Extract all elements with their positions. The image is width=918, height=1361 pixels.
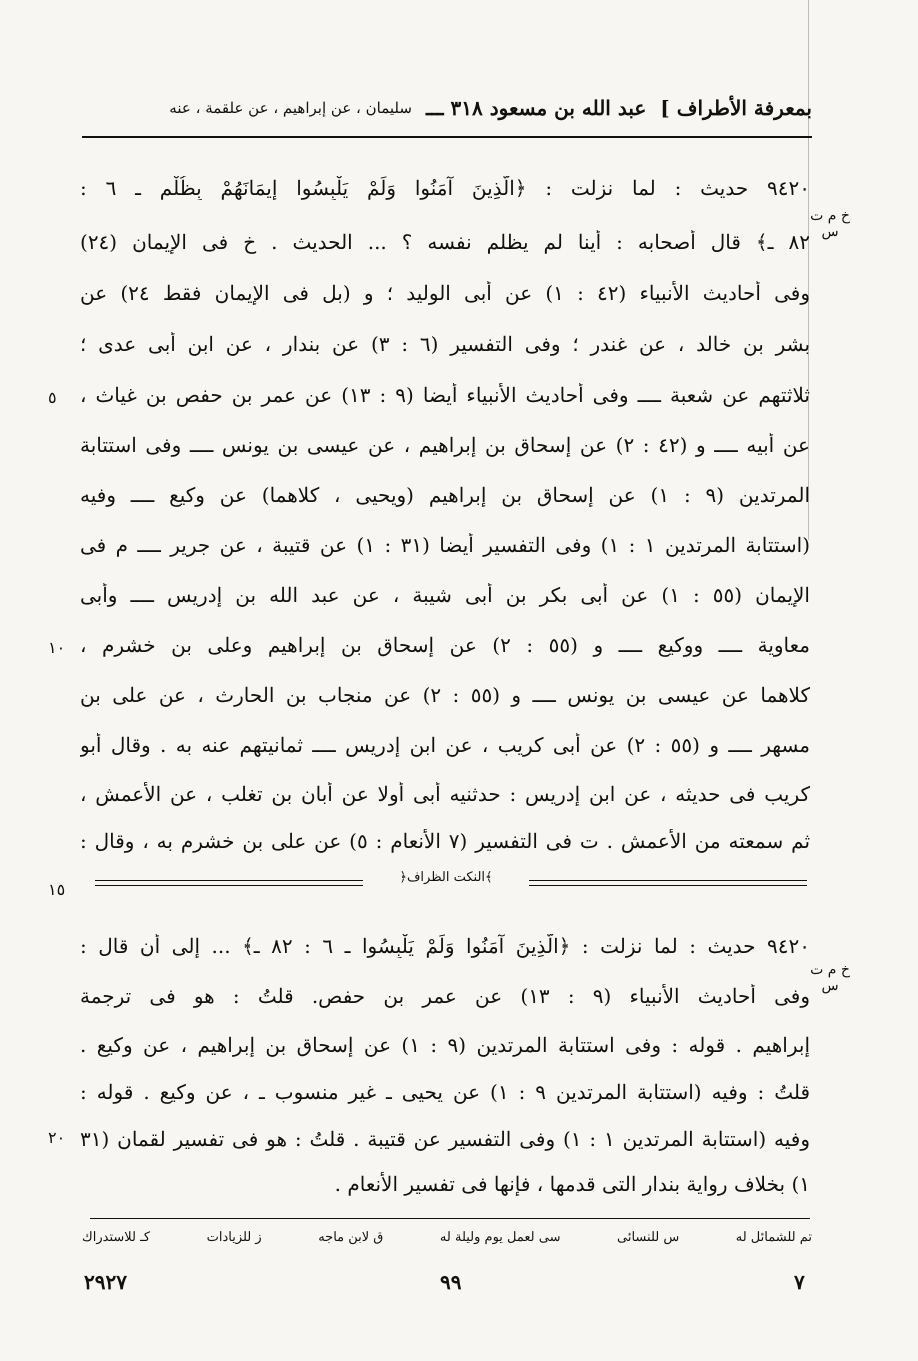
total-page-number: ٢٩٢٧ [84,1270,127,1294]
main-line: مسهر ــــ و (٥٥ : ٢) عن أبى كريب ، عن ابن إدريس ــــ ثمانيتهم عنه به . وقال أبو [80,733,810,757]
nukat-line: وفيه (استتابة المرتدين ١ : ١) وفى التفسير عن قتيبة . قلتُ : هو فى تفسير لقمان (٣١ [80,1127,810,1151]
main-line: الإيمان (٥٥ : ١) عن أبى بكر بن أبى شيبة ، عن عبد الله بن إدريس ــــ وأبى [80,583,810,607]
page-number: ٩٩ [440,1270,462,1294]
nukat-line: ١) بخلاف رواية بندار التى قدمها ، فإنها فى تفسير الأنعام . [334,1172,810,1196]
main-line: ٩٤٢٠ حديث : لما نزلت : ﴿الَّذِينَ آمَنُوا وَلَمْ يَلْبِسُوا إِيمَانَهُمْ بِظُلْمٍ ـ ٦ : [80,176,810,200]
abbreviation-key [82,1230,812,1256]
margin-sigla-nukat: خ م ت س [810,962,850,994]
running-header [82,88,812,128]
abbreviation-item: سى لعمل يوم وليلة له [439,1230,561,1245]
header-chain: سليمان ، عن إبراهيم ، عن علقمة ، عنه [169,99,412,117]
section-divider [95,870,807,890]
abbreviation-item: ز للزيادات [206,1230,262,1245]
main-line: كلاهما عن عيسى بن يونس ــــ و (٥٥ : ٢) عن منجاب بن الحارث ، عن على بن [80,683,810,707]
main-line: كريب فى حديثه ، عن ابن إدريس : حدثنيه أبى أولا عن أبان بن تغلب ، عن الأعمش ، [80,782,810,806]
main-line: بشر بن خالد ، عن غندر ؛ وفى التفسير (٦ : ٣) عن بندار ، عن ابن أبى عدى ؛ [80,332,810,356]
main-line: ٨٢ ـ﴾ قال أصحابه : أينا لم يظلم نفسه ؟ ... الحديث . خ فى الإيمان (٢٤) [80,230,810,254]
nukat-line: وفى أحاديث الأنبياء (٩ : ١٣) عن عمر بن حفص. قلتُ : هو فى ترجمة [80,984,810,1008]
main-line: (استتابة المرتدين ١ : ١) وفى التفسير أيضا (٣١ : ١) عن قتيبة ، عن جرير ــــ م فى [80,533,810,557]
main-line: المرتدين (٩ : ١) عن إسحاق بن إبراهيم (ويحيى ، كلاهما) عن وكيع ــــ وفيه [80,483,810,507]
abbreviation-item: تم للشمائل له [735,1230,812,1245]
header-title: عبد الله بن مسعود ٣١٨ ـــ [425,96,647,120]
header-rule [82,136,812,138]
line-number-20: ٢٠ [48,1128,66,1147]
main-line: عن أبيه ــــ و (٤٢ : ٢) عن إسحاق بن إبراهيم ، عن عيسى بن يونس ــــ وفى استتابة [80,433,810,457]
main-line: ثلاثتهم عن شعبة ــــ وفى أحاديث الأنبياء أيضا (٩ : ١٣) عن عمر بن حفص بن غياث ، [80,383,810,407]
line-number-15: ١٥ [48,880,66,899]
divider-rule-left [95,880,363,886]
main-line: وفى أحاديث الأنبياء (٤٢ : ١) عن أبى الوليد ؛ و (بل فى الإيمان فقط ٢٤) عن [80,281,810,305]
abbreviation-item: كـ للاستدراك [82,1230,151,1245]
divider-label: ﴿النكت الظراف﴾ [399,870,493,885]
line-number-5: ٥ [48,388,57,407]
abbreviation-item: س للنسائى [617,1230,680,1245]
margin-sigla-main: خ م ت س [810,208,850,240]
nukat-line: قلتُ : وفيه (استتابة المرتدين ٩ : ١) عن يحيى ـ غير منسوب ـ ، عن وكيع . قوله : [80,1080,810,1104]
main-line: معاوية ــــ ووكيع ــــ و (٥٥ : ٢) عن إسحاق بن إبراهيم وعلى بن خشرم ، [80,633,810,657]
volume-number: ٧ [794,1270,805,1294]
header-left-part: بمعرفة الأطراف ] [660,96,812,120]
main-line: ثم سمعته من الأعمش . ت فى التفسير (٧ الأنعام : ٥) عن على بن خشرم به ، وقال : [80,829,810,853]
nukat-line: إبراهيم . قوله : وفى استتابة المرتدين (٩ : ١) عن إسحاق بن إبراهيم ، عن وكيع . [80,1033,810,1057]
divider-rule-right [529,880,807,886]
line-number-10: ١٠ [48,638,66,657]
page-edge-line [808,0,809,540]
abbreviation-item: ق لابن ماجه [318,1230,384,1245]
footer-rule [90,1218,810,1219]
nukat-line: ٩٤٢٠ حديث : لما نزلت : ﴿الَّذِينَ آمَنُوا وَلَمْ يَلْبِسُوا ـ ٦ : ٨٢ ـ﴾ ... إلى أن قال : [80,934,810,958]
